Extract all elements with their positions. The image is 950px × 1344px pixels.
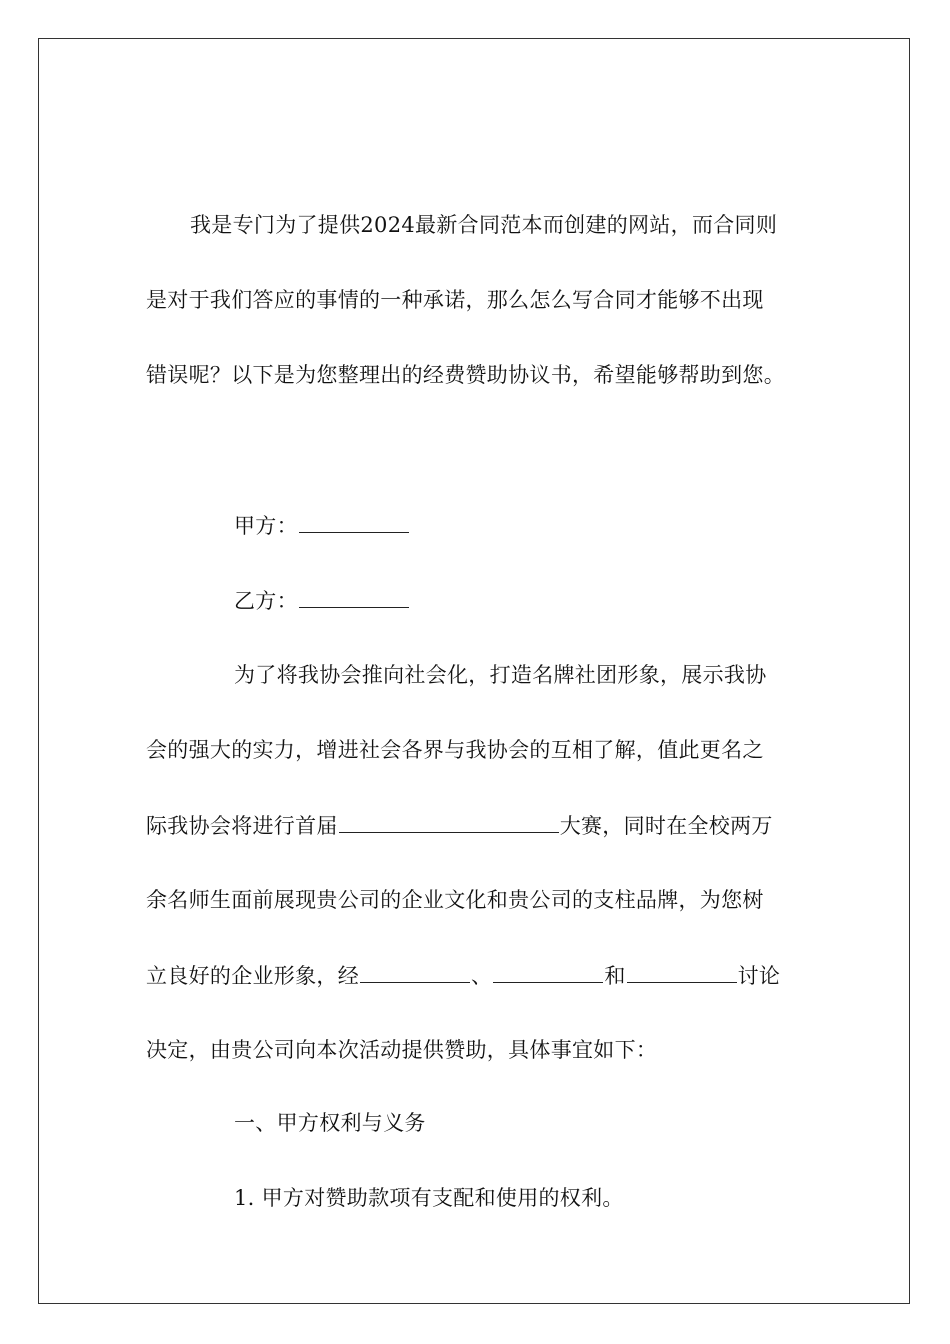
- party-b-blank: [299, 585, 409, 608]
- intro-line-1: 我是专门为了提供2024最新合同范本而创建的网站，而合同则: [190, 213, 778, 237]
- body-line-3-part-b: 大赛，同时在全校两万: [559, 814, 773, 838]
- body-line-1: 为了将我协会推向社会化，打造名牌社团形象，展示我协: [234, 663, 767, 687]
- body-line-5-part-a: 立良好的企业形象，经: [146, 964, 359, 988]
- intro-line-3: 错误呢？以下是为您整理出的经费赞助协议书，希望能够帮助到您。: [146, 363, 785, 387]
- party-a-blank: [299, 510, 409, 533]
- body-line-5-part-b: 、: [471, 964, 493, 988]
- party-a-line: [234, 510, 410, 541]
- party-a-label: 甲方：: [234, 514, 298, 538]
- discussion-blank-1: [360, 960, 470, 983]
- body-line-2: 会的强大的实力，增进社会各界与我协会的互相了解，值此更名之: [146, 738, 764, 762]
- party-b-label: 乙方：: [234, 589, 298, 613]
- intro-line-2: 是对于我们答应的事情的一种承诺，那么怎么写合同才能够不出现: [146, 288, 764, 312]
- contest-name-blank: [339, 810, 559, 833]
- section-1-title: 一、甲方权利与义务: [234, 1111, 426, 1135]
- body-line-5-part-c: 和: [604, 964, 626, 988]
- discussion-blank-3: [627, 960, 737, 983]
- party-b-line: [234, 585, 410, 616]
- body-line-5-part-d: 讨论: [737, 964, 781, 988]
- section-1-item-1: 1. 甲方对赞助款项有支配和使用的权利。: [234, 1186, 624, 1210]
- discussion-blank-2: [493, 960, 603, 983]
- body-line-3-part-a: 际我协会将进行首届: [146, 814, 338, 838]
- body-line-5: [146, 960, 780, 991]
- body-line-4: 余名师生面前展现贵公司的企业文化和贵公司的支柱品牌，为您树: [146, 888, 764, 912]
- body-line-3: [146, 810, 773, 841]
- body-line-6: 决定，由贵公司向本次活动提供赞助，具体事宜如下：: [146, 1038, 658, 1062]
